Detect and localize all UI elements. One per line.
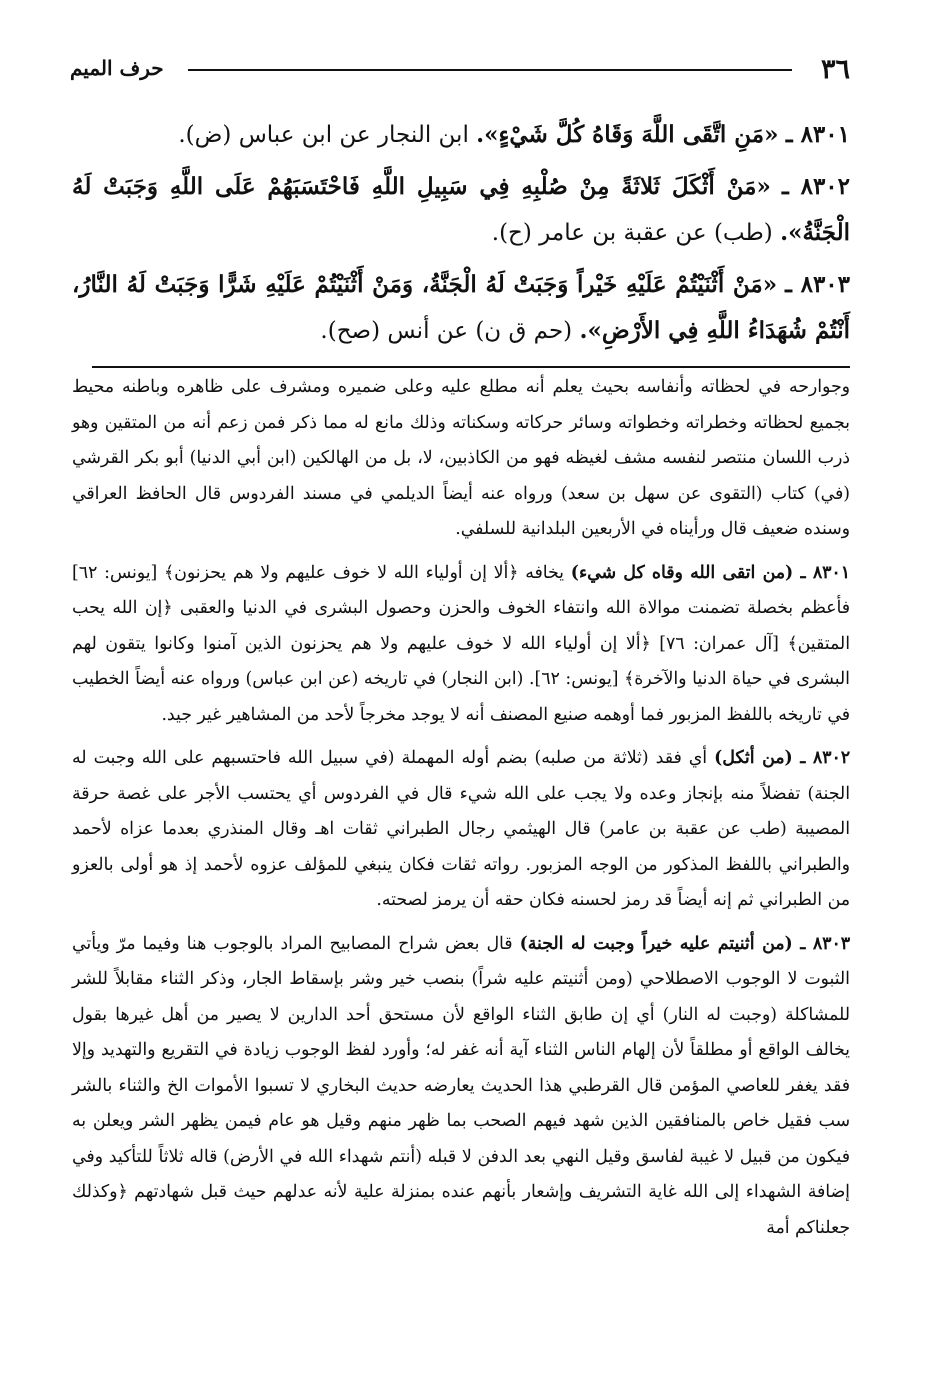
commentary-8301 xyxy=(72,556,850,734)
header-rule xyxy=(188,69,792,71)
hadith-source: (حم ق ن) عن أنس (صح). xyxy=(320,318,573,344)
hadith-8303 xyxy=(72,262,850,354)
commentary-continuation xyxy=(72,370,850,548)
commentary-8303 xyxy=(72,927,850,1247)
commentary-text: وجوارحه في لحظاته وأنفاسه بحيث يعلم أنه مطلع عليه وعلى ضميره ومشرف على ظاهره وباطنه محيط بجميع لحظاته وخطراته وخطواته وسائر حركاته وسكناته وذلك مانع له مما ذكر فمن زعم أنه من المتقين وهو ذرب اللسان منتصر لنفسه مشف لغيظه فهو من الكاذبين، لا، بل من الهالكين (ابن أبي الدنيا) أبو بكر القرشي (في) كتاب (التقوى عن سهل بن سعد) ورواه عنه أيضاً الديلمي في مسند الفردوس قال الحافظ العراقي وسنده ضعيف قال ورأيناه في الأربعين البلدانية للسلفي. xyxy=(72,377,850,539)
commentary-lead: ٨٣٠٣ ـ (من أثنيتم عليه خيراً وجبت له الجنة) xyxy=(519,933,851,954)
hadith-source: ابن النجار عن ابن عباس (ض). xyxy=(178,122,469,148)
running-title: حرف الميم xyxy=(70,56,164,80)
page-number: ٣٦ xyxy=(820,54,850,85)
page-header xyxy=(70,52,850,86)
hadith-8301 xyxy=(72,112,850,158)
hadith-8302 xyxy=(72,164,850,256)
commentary-section xyxy=(72,370,850,1254)
commentary-text: قال بعض شراح المصابيح المراد بالوجوب هنا وفيما مرّ ويأتي الثبوت لا الوجوب الاصطلاحي (ومن أثنيتم عليه شراً) بنصب خير وشر بإسقاط الجار، وذكر الثناء مقابلاً للشر للمشاكلة (وجبت له النار) أي إن طابق الثناء الواقع لأن مستحق أحد الدارين لا يصير من أهل غيرها بقول يخالف الواقع أو مطلقاً لأن إلهام الناس الثناء آية أنه غفر له؛ وأورد لفظ الوجوب زيادة في التقريع والتهديد وإلا فقد يغفر للعاصي المؤمن قال القرطبي هذا الحديث يعارضه حديث البخاري لا تسبوا الأموات الخ والثناء بالشر سب فقيل خاص بالمنافقين الذين شهد فيهم الصحب بما ظهر منهم وقيل هو عام فيمن يظهر الشر ويعلن به فيكون من قبيل لا غيبة لفاسق وقيل النهي بعد الدفن لا قبله (أنتم شهداء الله في الأرض) قاله ثلاثاً للتأكيد وفي إضافة الشهداء إلى الله غاية التشريف وإشعار بأنهم عنده بمنزلة علية لأنه عدلهم حيث قبل شهادتهم ﴿وكذلك جعلناكم أمة xyxy=(72,933,850,1238)
commentary-text: يخافه ﴿ألا إن أولياء الله لا خوف عليهم ولا هم يحزنون﴾ [يونس: ٦٢] فأعظم بخصلة تضمنت موالاة الله وانتفاء الخوف والحزن وحصول البشرى في الدنيا والعقبى ﴿إن الله يحب المتقين﴾ [آل عمران: ٧٦] ﴿ألا إن أولياء الله لا خوف عليهم ولا هم يحزنون الذين آمنوا وكانوا يتقون لهم البشرى في حياة الدنيا والآخرة﴾ [يونس: ٦٢]. (ابن النجار) في تاريخه (عن ابن عباس) ورواه عنه أيضاً الخطيب في تاريخه باللفظ المزبور فما أوهمه صنيع المصنف أنه لا يوجد مخرجاً لأحد من المشاهير غير جيد. xyxy=(72,562,850,725)
hadith-number: ٨٣٠٢ ـ xyxy=(782,173,851,200)
hadith-text: «مَنِ اتَّقَى اللَّهَ وَقَاهُ كُلَّ شَيْءٍ». xyxy=(476,121,779,148)
hadith-text: «مَنْ أَثْكَلَ ثَلاثَةً مِنْ صُلْبِهِ فِي سَبِيلِ اللَّهِ فَاحْتَسَبَهُمْ عَلَى اللَّهِ وَجَبَتْ لَهُ الْجَنَّةُ». xyxy=(72,173,850,246)
hadith-number: ٨٣٠٣ ـ xyxy=(785,271,851,298)
hadith-section xyxy=(72,112,850,360)
hadith-source: (طب) عن عقبة بن عامر (ح). xyxy=(491,220,773,246)
commentary-lead: ٨٣٠١ ـ (من اتقى الله وقاه كل شيء) xyxy=(570,562,850,583)
commentary-text: أي فقد (ثلاثة من صلبه) بضم أوله المهملة (في سبيل الله فاحتسبهم على الله وجبت له الجنة) تفضلاً منه بإنجاز وعده ولا يجب على الله شيء قال في الفردوس أي يحتسب الأجر على غصة حرقة المصيبة (طب عن عقبة بن عامر) قال الهيثمي رجال الطبراني ثقات اهـ وقال المنذري بعدما عزاه لأحمد والطبراني باللفظ المذكور من الوجه المزبور. رواته ثقات فكان ينبغي للمؤلف عزوه لأحمد إذ هو أولى بالعزو من الطبراني ثم إنه أيضاً قد رمز لحسنه فكان حقه أن يرمز لصحته. xyxy=(72,748,850,910)
commentary-8302 xyxy=(72,741,850,919)
commentary-lead: ٨٣٠٢ ـ (من أثكل) xyxy=(714,748,851,768)
hadith-number: ٨٣٠١ ـ xyxy=(785,121,850,148)
hadith-text: «مَنْ أَثْنَيْتُمْ عَلَيْهِ خَيْراً وَجَبَتْ لَهُ الْجَنَّةُ، وَمَنْ أَثْنَيْتُمْ عَلَيْهِ شَرًّا وَجَبَتْ لَهُ النَّارُ، أَنْتُمْ شُهَدَاءُ اللَّهِ فِي الأَرْضِ». xyxy=(72,271,850,344)
section-divider xyxy=(92,366,850,368)
